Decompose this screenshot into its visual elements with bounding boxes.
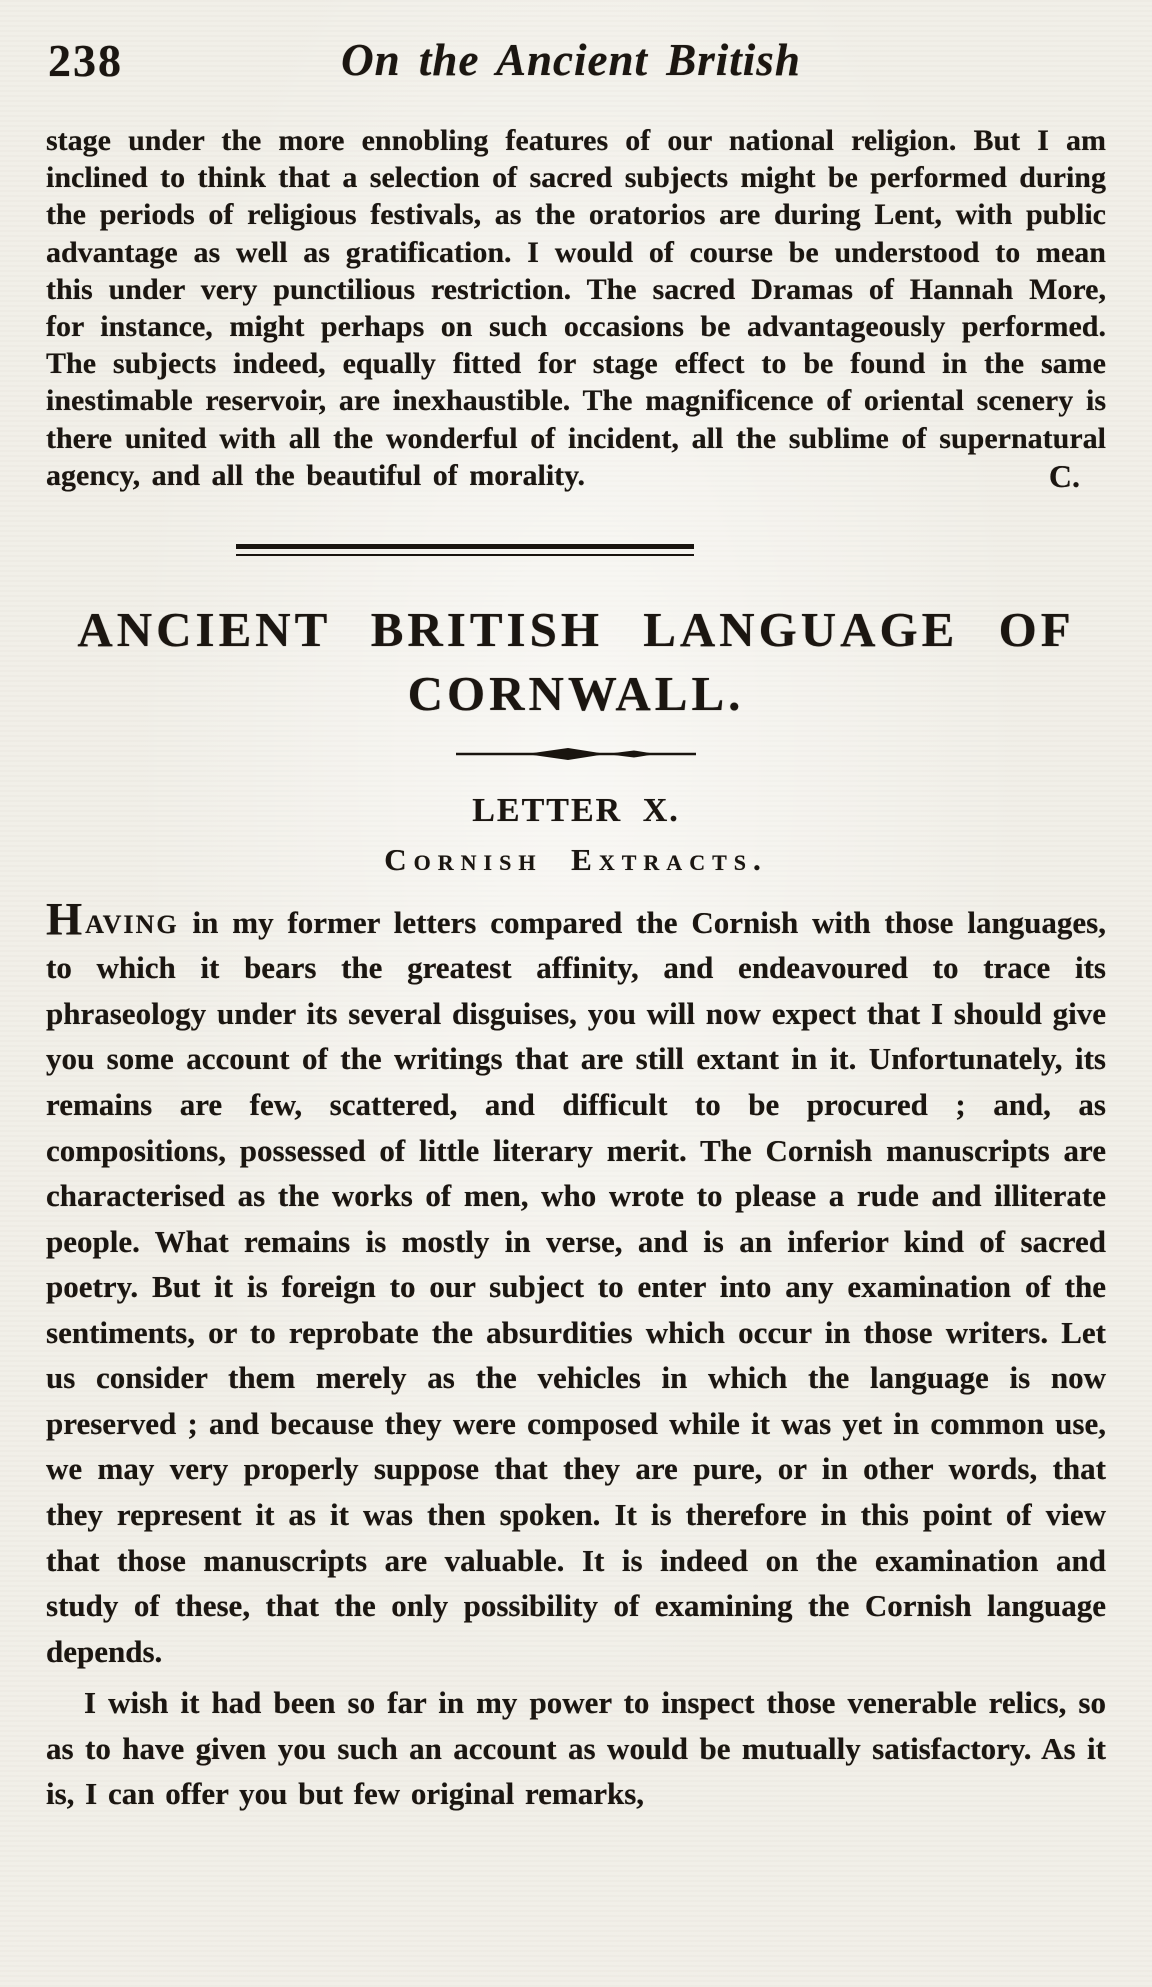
article-title-line1: ANCIENT BRITISH LANGUAGE OF — [77, 602, 1075, 658]
closing-paragraph-text: stage under the more ennobling features of our national religion. But I am inclined to think that a selection of sacred subjects might be performed during the periods of religious festivals, as the oratorios are during Lent, with public advantage as well as gratification. I would of course be understood to mean this under very punctilious restriction. The sacred Dramas of Hannah More, for instance, might perhaps on such occasions be advantageously performed. The subjects indeed, equally fitted for stage effect to be found in the same inestimable reservoir, are inexhaustible. The magnificence of oriental scenery is there united with all the wonderful of incident, all the sublime of supernatural agency, and all the beautiful of morality. — [46, 124, 1106, 492]
article-paragraph-2: I wish it had been so far in my power to inspect those venerable relics, so as to have given you such an account as would be mutually satisfactory. As it is, I can offer you but few original remarks, — [46, 1685, 1106, 1812]
article-title-line2: CORNWALL. — [407, 666, 745, 722]
opening-word-rest: AVING — [85, 909, 179, 939]
opening-initial: H — [46, 894, 86, 946]
running-head — [46, 34, 1106, 100]
article-paragraph-1 — [46, 894, 1106, 1675]
author-signature: C. — [1048, 457, 1080, 494]
diamond-rule-icon — [456, 746, 696, 762]
fleuron-divider — [46, 746, 1106, 764]
article-title — [46, 598, 1106, 725]
closing-paragraph — [46, 122, 1106, 496]
running-title: On the Ancient British — [341, 35, 801, 85]
letter-heading: LETTER X. — [472, 791, 680, 829]
article-paragraph-1-text: in my former letters compared the Cornish with those languages, to which it bears the greatest affinity, and endeavoured to trace its phraseology under its several disguises, you will now expect that I should give you some account of the writings that are still extant in it. Unfortunately, its remains are few, scattered, and difficult to be procured ; and, as compositions, possessed of little literary merit. The Cornish manuscripts are characterised as the works of men, who wrote to please a rude and illiterate people. What remains is mostly in verse, and is an inferior kind of sacred poetry. But it is foreign to our subject to enter into any examination of the sentiments, or to reprobate the absurdities which occur in those writers. Let us consider them merely as the vehicles in which the language is now preserved ; and because they were composed while it was yet in common use, we may very properly suppose that they are pure, or in other words, that they represent it as it was then spoken. It is therefore in this point of view that those manuscripts are valuable. It is indeed on the examination and study of these, that the only possibility of examining the Cornish language depends. — [46, 904, 1106, 1669]
double-rule-divider — [236, 544, 694, 556]
page-number: 238 — [48, 35, 123, 86]
section-subheading: Cornish Extracts. — [384, 841, 768, 877]
